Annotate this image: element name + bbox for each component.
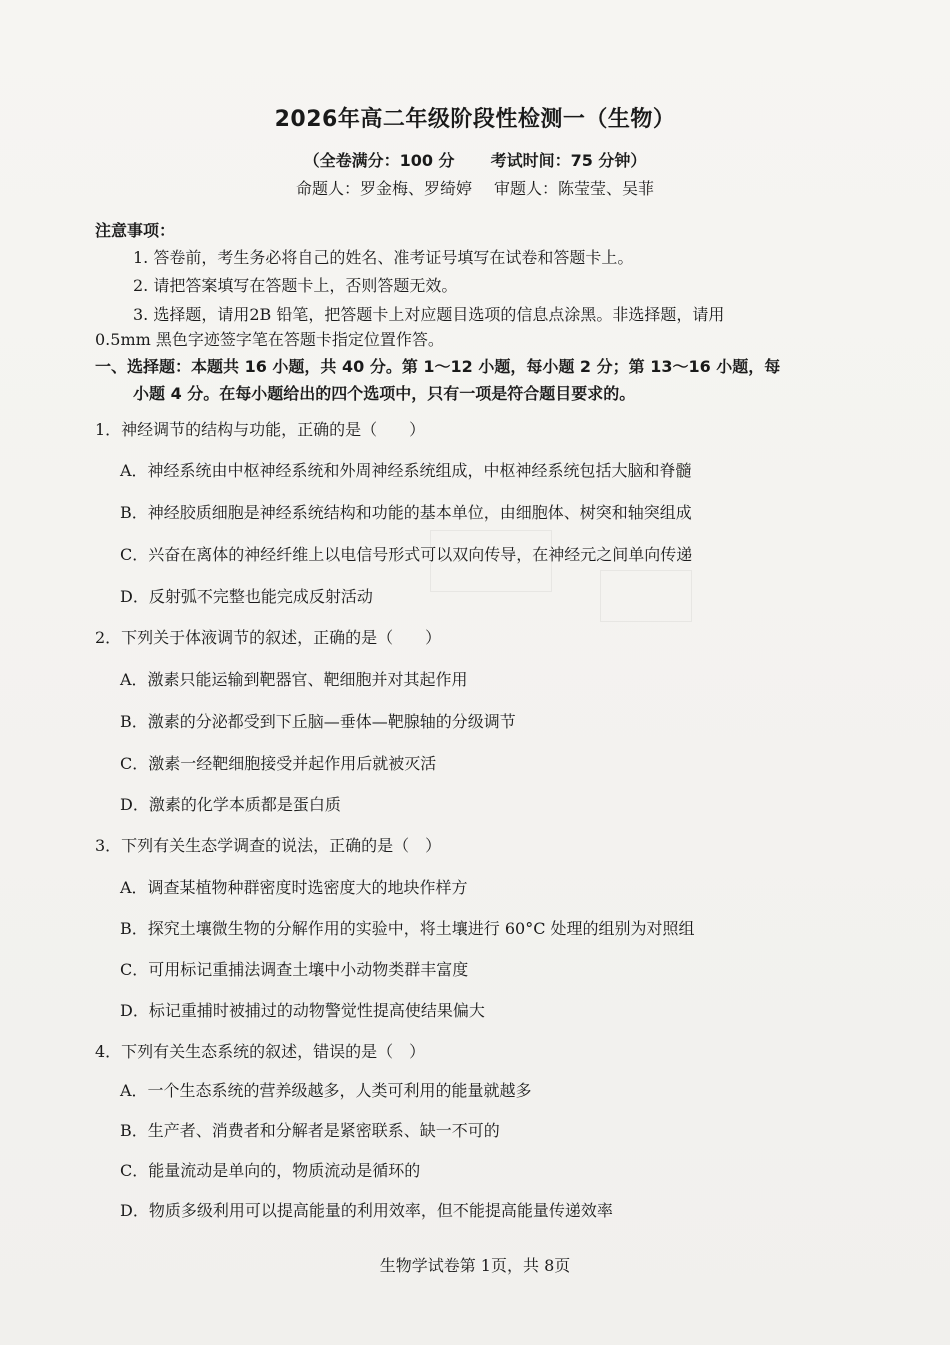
question-3-option-c: C．可用标记重捕法调查土壤中小动物类群丰富度	[120, 960, 469, 979]
notice-item-3: 3. 选择题，请用2B 铅笔，把答题卡上对应题目选项的信息点涂黑。非选择题，请用	[133, 305, 725, 324]
question-4-stem: 4．下列有关生态系统的叙述，错误的是（ ）	[95, 1042, 426, 1061]
full-score: （全卷满分：100 分	[303, 151, 455, 170]
notice-heading: 注意事项：	[95, 221, 176, 240]
exam-duration: 考试时间：75 分钟）	[490, 151, 647, 170]
question-4-option-b: B．生产者、消费者和分解者是紧密联系、缺一不可的	[120, 1121, 500, 1140]
question-2-stem: 2．下列关于体液调节的叙述，正确的是（ ）	[95, 628, 442, 647]
question-4-option-c: C．能量流动是单向的，物质流动是循环的	[120, 1161, 421, 1180]
setter-names: 命题人：罗金梅、罗绮婷	[295, 179, 472, 198]
question-1-stem: 1．神经调节的结构与功能，正确的是（ ）	[95, 420, 426, 439]
notice-item-3-cont: 0.5mm 黑色字迹签字笔在答题卡指定位置作答。	[95, 330, 444, 349]
question-4-option-a: A．一个生态系统的营养级越多，人类可利用的能量就越多	[120, 1081, 532, 1100]
question-3-option-a: A．调查某植物种群密度时选密度大的地块作样方	[120, 878, 468, 897]
notice-item-2: 2. 请把答案填写在答题卡上，否则答题无效。	[133, 276, 458, 295]
bleed-through-box	[600, 570, 692, 622]
section-instruction-line1: 一、选择题：本题共 16 小题，共 40 分。第 1～12 小题，每小题 2 分；第 13～16 小题，每	[95, 357, 781, 376]
question-3-option-b: B．探究土壤微生物的分解作用的实验中，将土壤进行 60°C 处理的组别为对照组	[120, 919, 695, 938]
question-3-stem: 3．下列有关生态学调查的说法，正确的是（ ）	[95, 836, 442, 855]
exam-authors	[0, 176, 950, 199]
question-2-option-c: C．激素一经靶细胞接受并起作用后就被灭活	[120, 754, 437, 773]
reviewer-names: 审题人：陈莹莹、吴菲	[494, 179, 655, 198]
question-2-option-b: B．激素的分泌都受到下丘脑—垂体—靶腺轴的分级调节	[120, 712, 516, 731]
exam-title: 2026年高二年级阶段性检测一（生物）	[274, 107, 676, 132]
exam-meta	[0, 148, 950, 171]
question-3-option-d: D．标记重捕时被捕过的动物警觉性提高使结果偏大	[120, 1001, 485, 1020]
page-footer: 生物学试卷第 1页，共 8页	[379, 1256, 571, 1275]
notice-item-1: 1. 答卷前，考生务必将自己的姓名、准考证号填写在试卷和答题卡上。	[133, 248, 634, 267]
section-instruction-line2: 小题 4 分。在每小题给出的四个选项中，只有一项是符合题目要求的。	[133, 384, 636, 403]
question-2-option-a: A．激素只能运输到靶器官、靶细胞并对其起作用	[120, 670, 468, 689]
question-1-option-b: B．神经胶质细胞是神经系统结构和功能的基本单位，由细胞体、树突和轴突组成	[120, 503, 692, 522]
question-1-option-c: C．兴奋在离体的神经纤维上以电信号形式可以双向传导，在神经元之间单向传递	[120, 545, 693, 564]
question-1-option-a: A．神经系统由中枢神经系统和外周神经系统组成，中枢神经系统包括大脑和脊髓	[120, 461, 692, 480]
question-2-option-d: D．激素的化学本质都是蛋白质	[120, 795, 341, 814]
question-1-option-d: D．反射弧不完整也能完成反射活动	[120, 587, 373, 606]
question-4-option-d: D．物质多级利用可以提高能量的利用效率，但不能提高能量传递效率	[120, 1201, 613, 1220]
